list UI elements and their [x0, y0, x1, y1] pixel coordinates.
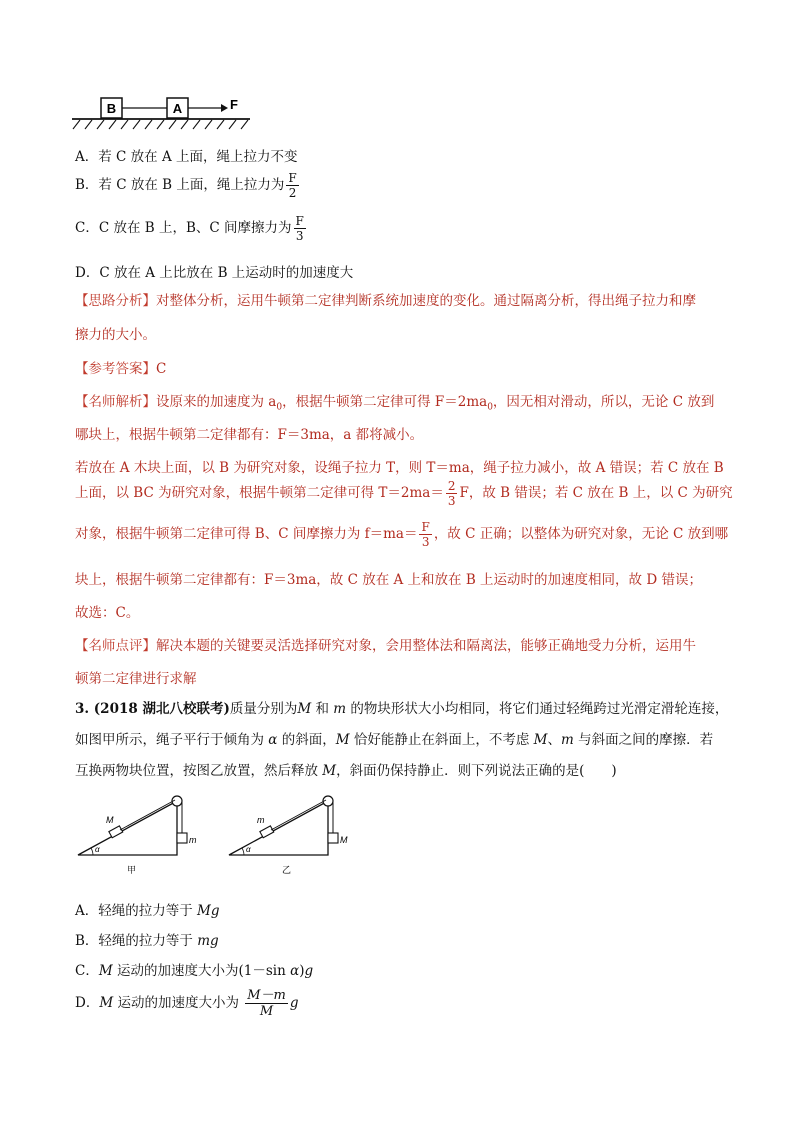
jia-slope-label: M: [106, 815, 114, 825]
analysis-tag: 【思路分析】: [75, 293, 156, 309]
jia-caption: 甲: [127, 865, 137, 875]
block-a-label: A: [172, 101, 183, 116]
comment-line-2: 顿第二定律进行求解: [75, 671, 197, 687]
q3-option-b: B．轻绳的拉力等于 mg: [75, 933, 219, 949]
explain-line-6: 块上，根据牛顿第二定律都有：F＝3ma，故 C 放在 A 上和放在 B 上运动时的加速度相同，故 D 错误；: [75, 572, 702, 588]
q3-number: 3. (2018 湖北八校联考): [75, 701, 230, 717]
comment-tag: 【名师点评】: [75, 638, 156, 654]
explain-fraction-f-3: $\frac{F}{3}$: [421, 520, 430, 549]
q2-option-c: [75, 215, 308, 242]
jia-angle: α: [95, 845, 100, 854]
q2-option-c-fraction: $\frac{F}{3}$: [295, 214, 304, 243]
explain-line-7: 故选：C。: [75, 605, 140, 621]
yi-hang-label: M: [340, 835, 348, 845]
q3-stem-line-3: 互换两物块位置，按图乙放置，然后释放 M，斜面仍保持静止．则下列说法正确的是( ): [75, 763, 617, 779]
yi-caption: 乙: [282, 865, 292, 875]
yi-slope-label: m: [257, 815, 265, 825]
q3-stem-line-2: 如图甲所示，绳子平行于倾角为 α 的斜面，M 恰好能静止在斜面上，不考虑 M、m 与斜面之间的摩擦．若: [75, 732, 714, 748]
q2-option-b-fraction: $\frac{F}{2}$: [288, 171, 297, 200]
explain-tag: 【名师解析】: [75, 394, 156, 410]
q2-option-d: D．C 放在 A 上比放在 B 上运动时的加速度大: [75, 265, 354, 281]
blocks-figure: [70, 92, 260, 132]
q2-option-a: A．若 C 放在 A 上面，绳上拉力不变: [75, 149, 298, 165]
incline-figure-yi: [226, 793, 366, 878]
explain-fraction-2-3: $\frac{2}{3}$: [447, 479, 456, 508]
q2-option-c-text: C．C 放在 B 上，B、C 间摩擦力为: [75, 220, 292, 236]
analysis-line-2: 擦力的大小。: [75, 327, 156, 343]
incline-figure-jia: [75, 793, 215, 878]
explain-line-1: 【名师解析】设原来的加速度为 $a_0$，根据牛顿第二定律可得 $F=2ma_0$，因无相对滑动，所以，无论 C 放到: [75, 394, 715, 413]
q2-option-b-text: B．若 C 放在 B 上面，绳上拉力为: [75, 177, 285, 193]
force-label: F: [230, 97, 238, 112]
answer-tag: 【参考答案】: [75, 361, 156, 377]
q3-option-d-fraction: $\frac{M-m}{M}$: [247, 988, 286, 1019]
jia-hang-label: m: [189, 835, 197, 845]
yi-angle: α: [246, 845, 251, 854]
explain-line-4: 上面，以 BC 为研究对象，根据牛顿第二定律可得 T＝2ma＝ $\frac{2}{3}$ F，故 B 错误；若 C 放在 B 上，以 C 为研究: [75, 479, 733, 508]
analysis-line-1: 【思路分析】对整体分析，运用牛顿第二定律判断系统加速度的变化。通过隔离分析，得出绳子拉力和摩: [75, 293, 696, 309]
comment-line-1: 【名师点评】解决本题的关键要灵活选择研究对象，会用整体法和隔离法，能够正确地受力分析，运用牛: [75, 638, 696, 654]
answer-line: [75, 357, 166, 377]
q3-option-a: A．轻绳的拉力等于 Mg: [75, 903, 220, 919]
q2-option-b: [75, 172, 301, 199]
q3-option-c: C．M 运动的加速度大小为(1－sin α)g: [75, 963, 314, 979]
explain-line-5: 对象，根据牛顿第二定律可得 B、C 间摩擦力为 f＝ma＝ $\frac{F}{3}$ ，故 C 正确；以整体为研究对象，无论 C 放到哪: [75, 520, 729, 549]
block-b-label: B: [106, 101, 117, 116]
q3-option-d: D．M 运动的加速度大小为 $\frac{M-m}{M}$ g: [75, 988, 299, 1019]
answer-value: C: [156, 361, 167, 377]
explain-line-2: 哪块上，根据牛顿第二定律都有：F＝3ma，a 都将减小。: [75, 427, 424, 443]
explain-line-3: 若放在 A 木块上面，以 B 为研究对象，设绳子拉力 T，则 T＝ma，绳子拉力减小，故 A 错误；若 C 放在 B: [75, 460, 724, 476]
q3-stem-line-1: 3. (2018 湖北八校联考)质量分别为M 和 m 的物块形状大小均相同，将它们通过轻绳跨过光滑定滑轮连接，: [75, 701, 729, 717]
